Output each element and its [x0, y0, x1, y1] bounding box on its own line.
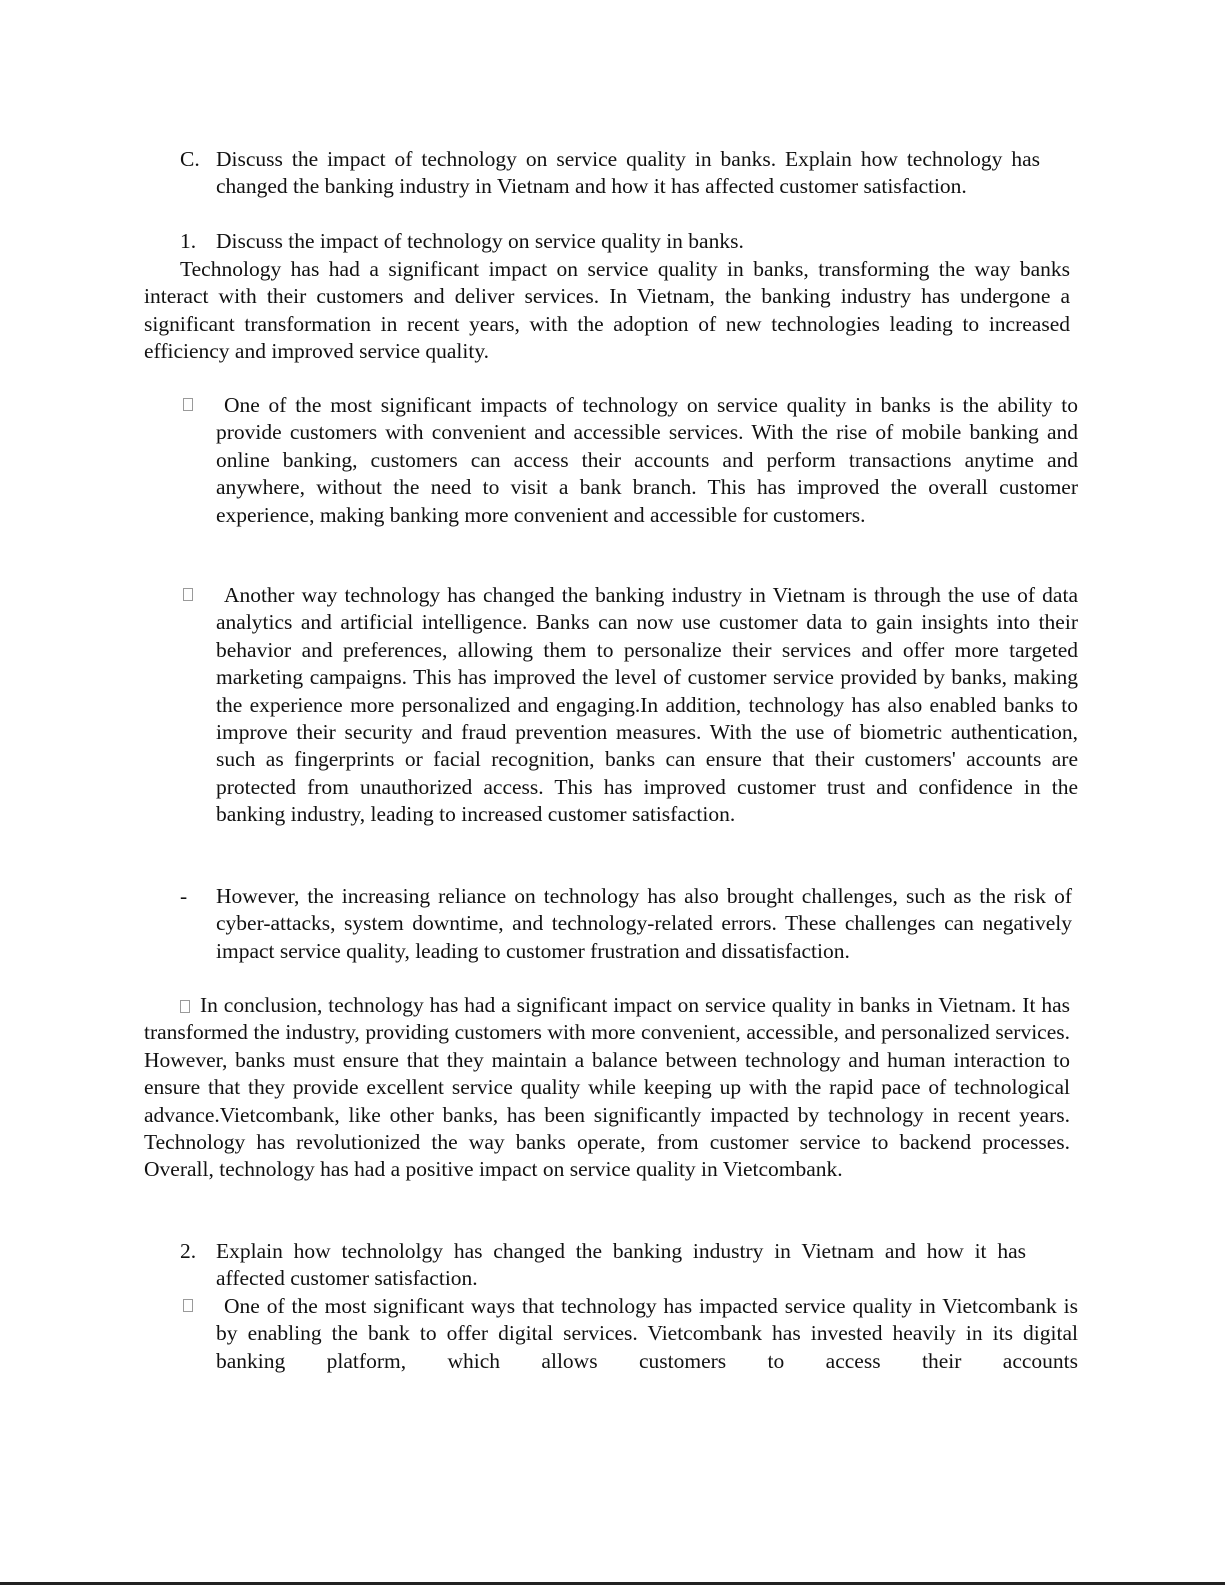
- bullet-item-1: [180, 392, 1078, 529]
- bullet-box-icon: [183, 1299, 193, 1312]
- section-c-text: Discuss the impact of technology on service quality in banks. Explain how technology has changed the banking industry in Vietnam and how it has affected customer satisfaction.: [216, 147, 1040, 199]
- section-c-marker: C.: [180, 147, 200, 171]
- bullet-2-text: Another way technology has changed the banking industry in Vietnam is through the use of data analytics and artificial intelligence. Banks can now use customer data to gain insights into their behavior and preferences, allowing them to personalize their services and offer more targeted marketing campaigns. This has improved the level of customer service provided by banks, making the experience more personalized and engaging.In addition, technology has also enabled banks to improve their security and fraud prevention measures. With the use of biometric authentication, such as fingerprints or facial recognition, banks can ensure that their customers' accounts are protected from unauthorized access. This has improved customer trust and confidence in the banking industry, leading to increased customer satisfaction.: [216, 583, 1078, 827]
- bullet-item-3: [180, 1293, 1078, 1375]
- numbered-item-2: [180, 1238, 1026, 1293]
- bullet-1-text: One of the most significant impacts of technology on service quality in banks is the ability to provide customers with convenient and accessible services. With the rise of mobile banking and online banking, customers can access their accounts and perform transactions anytime and anywhere, without the need to visit a bank branch. This has improved the overall customer experience, making banking more convenient and accessible for customers.: [216, 393, 1078, 527]
- item-1-text: Discuss the impact of technology on service quality in banks.: [216, 229, 744, 253]
- dash-item-text: However, the increasing reliance on technology has also brought challenges, such as the risk of cyber-attacks, system downtime, and technology-related errors. These challenges can negatively impact service quality, leading to customer frustration and dissatisfaction.: [216, 884, 1072, 963]
- bullet-box-icon: [180, 1000, 190, 1013]
- bullet-box-icon: [183, 588, 193, 601]
- item-2-text: Explain how technololgy has changed the banking industry in Vietnam and how it has affected customer satisfaction.: [216, 1239, 1026, 1291]
- conclusion-text: In conclusion, technology has had a significant impact on service quality in banks in Vietnam. It has transformed the industry, providing customers with more convenient, accessible, and personalized services. However, banks must ensure that they maintain a balance between technology and human interaction to ensure that they provide excellent service quality while keeping up with the rapid pace of technological advance.Vietcombank, like other banks, has been significantly impacted by technology in recent years. Technology has revolutionized the way banks operate, from customer service to backend processes. Overall, technology has had a positive impact on service quality in Vietcombank.: [144, 993, 1070, 1182]
- conclusion-paragraph: [144, 992, 1070, 1184]
- bullet-box-icon: [183, 398, 193, 411]
- section-c-item: [180, 146, 1040, 201]
- dash-item: [180, 883, 1072, 965]
- bullet-item-2: [180, 582, 1078, 829]
- item-1-marker: 1.: [180, 229, 197, 253]
- dash-marker: -: [180, 884, 188, 908]
- intro-paragraph: Technology has had a significant impact on service quality in banks, transforming the way banks interact with their customers and deliver services. In Vietnam, the banking industry has undergone a significant transformation in recent years, with the adoption of new technologies leading to increased efficiency and improved service quality.: [144, 257, 1070, 364]
- bullet-3-text: One of the most significant ways that technology has impacted service quality in Vietcombank is by enabling the bank to offer digital services. Vietcombank has invested heavily in its digital banking platform, which allows customers to access their accounts: [216, 1294, 1078, 1373]
- item-2-marker: 2.: [180, 1239, 197, 1263]
- numbered-item-1: [180, 228, 1080, 255]
